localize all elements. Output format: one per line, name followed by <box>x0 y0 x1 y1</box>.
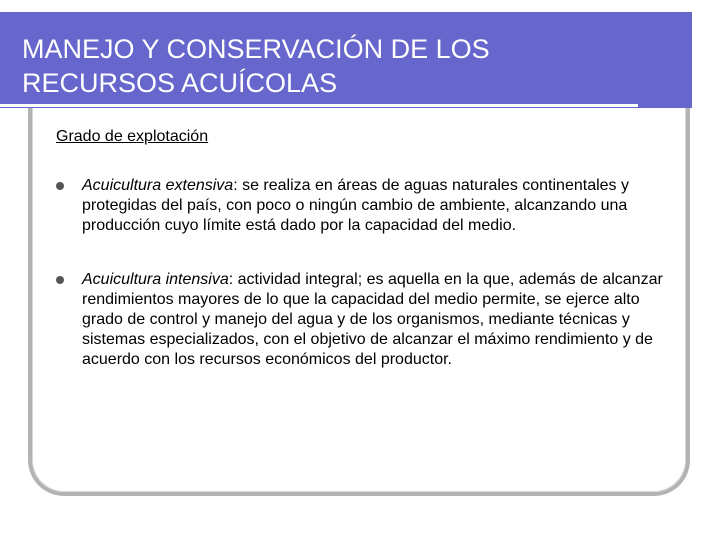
bullet-item-intensive <box>56 270 666 370</box>
title-band <box>0 12 692 108</box>
bullet-dot-icon <box>56 276 64 284</box>
bullet-item-extensive <box>56 176 666 236</box>
title-underline-rule <box>0 104 638 107</box>
slide-title-line-2: RECURSOS ACUÍCOLAS <box>22 68 338 98</box>
bullet-text: : actividad integral; es aquella en la que, además de alcanzar rendimientos mayores de lo que la capacidad del medio permite, se ejerce alto grado de control y manejo del agua y de los organismos, mediante técnicas y sistemas especializados, con el objetivo de alcanzar el máximo rendimiento y de acuerdo con los recursos económicos del productor. <box>82 271 663 368</box>
bullet-term: Acuicultura intensiva <box>82 271 229 288</box>
slide-title <box>22 32 672 100</box>
bullet-term: Acuicultura extensiva <box>82 177 234 194</box>
bullet-list <box>56 176 666 404</box>
bullet-dot-icon <box>56 182 64 190</box>
bullet-text: : se realiza en áreas de aguas naturales continentales y protegidas del país, con poco o ningún cambio de ambiente, alcanzando una producción cuyo límite está dado por la capacidad del medio. <box>82 177 629 234</box>
slide-title-line-1: MANEJO Y CONSERVACIÓN DE LOS <box>22 34 490 64</box>
section-heading: Grado de explotación <box>56 128 209 145</box>
